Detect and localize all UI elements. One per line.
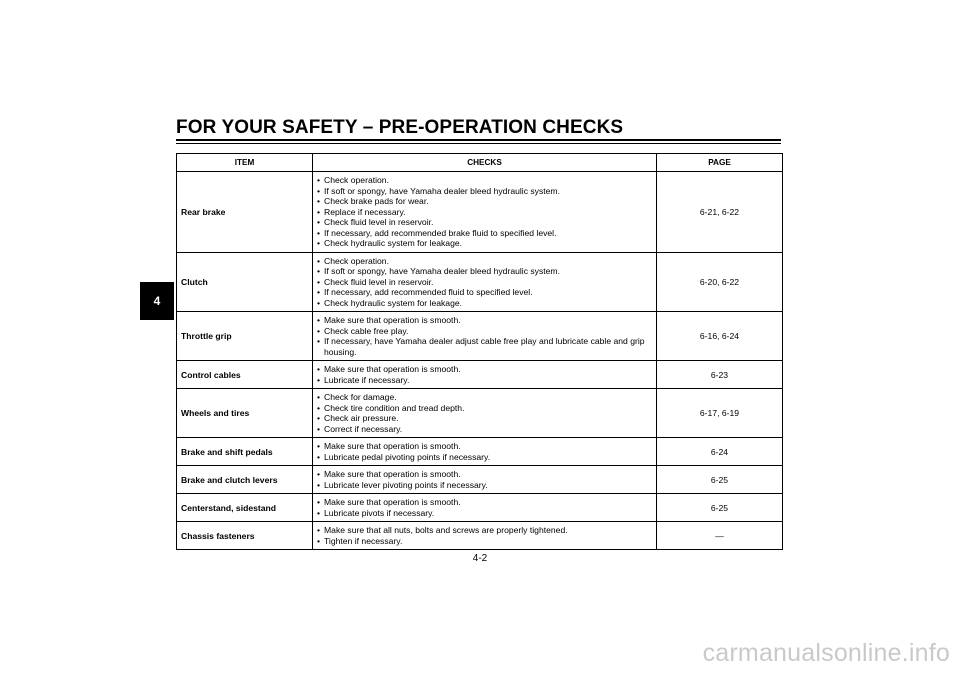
page-cell: 6-23 <box>657 361 783 389</box>
item-cell: Chassis fasteners <box>177 522 313 550</box>
check-item: • Make sure that operation is smooth. <box>317 364 652 375</box>
check-item: • If soft or spongy, have Yamaha dealer bleed hydraulic system. <box>317 266 652 277</box>
watermark: carmanualsonline.info <box>702 639 950 667</box>
check-item: • Correct if necessary. <box>317 424 652 435</box>
title-rule-thin <box>176 143 781 144</box>
check-item: • If necessary, add recommended brake fluid to specified level. <box>317 228 652 239</box>
check-item: • Check brake pads for wear. <box>317 196 652 207</box>
checks-cell <box>313 361 657 389</box>
column-header-checks: CHECKS <box>313 154 657 172</box>
page-cell: 6-16, 6-24 <box>657 312 783 361</box>
item-cell: Brake and clutch levers <box>177 466 313 494</box>
item-cell: Wheels and tires <box>177 389 313 438</box>
table-row <box>177 494 783 522</box>
check-item: • Lubricate pivots if necessary. <box>317 508 652 519</box>
check-item: • If necessary, add recommended fluid to specified level. <box>317 287 652 298</box>
check-item: • Check hydraulic system for leakage. <box>317 238 652 249</box>
page-title: FOR YOUR SAFETY – PRE-OPERATION CHECKS <box>176 117 624 138</box>
checks-list <box>317 315 652 357</box>
checks-cell <box>313 312 657 361</box>
check-item: • Replace if necessary. <box>317 207 652 218</box>
checks-list <box>317 175 652 249</box>
checks-cell <box>313 389 657 438</box>
table-row <box>177 312 783 361</box>
column-header-item: ITEM <box>177 154 313 172</box>
table-row <box>177 522 783 550</box>
column-header-page: PAGE <box>657 154 783 172</box>
check-item: • Check fluid level in reservoir. <box>317 277 652 288</box>
checks-cell <box>313 466 657 494</box>
check-item: • Check operation. <box>317 175 652 186</box>
page-cell: 6-20, 6-22 <box>657 252 783 312</box>
table-row <box>177 252 783 312</box>
check-item: • Check air pressure. <box>317 413 652 424</box>
page-cell: 6-24 <box>657 438 783 466</box>
table-row <box>177 361 783 389</box>
table-row <box>177 172 783 253</box>
title-rule-thick <box>176 139 781 141</box>
checks-list <box>317 392 652 434</box>
check-item: • Make sure that operation is smooth. <box>317 497 652 508</box>
check-item: • Make sure that operation is smooth. <box>317 441 652 452</box>
check-item: • Tighten if necessary. <box>317 536 652 547</box>
chapter-tab: 4 <box>140 282 174 320</box>
checks-list <box>317 525 652 546</box>
checks-list <box>317 256 652 309</box>
item-cell: Centerstand, sidestand <box>177 494 313 522</box>
checks-list <box>317 497 652 518</box>
check-item: • Check tire condition and tread depth. <box>317 403 652 414</box>
checks-cell <box>313 494 657 522</box>
pre-operation-checks-table <box>176 153 783 550</box>
check-item: • Check operation. <box>317 256 652 267</box>
check-item: • Check hydraulic system for leakage. <box>317 298 652 309</box>
page-number: 4-2 <box>472 553 488 564</box>
item-cell: Control cables <box>177 361 313 389</box>
checks-list <box>317 469 652 490</box>
page-cell: 6-21, 6-22 <box>657 172 783 253</box>
check-item: • If necessary, have Yamaha dealer adjust cable free play and lubricate cable and grip housing. <box>317 336 652 357</box>
check-item: • If soft or spongy, have Yamaha dealer bleed hydraulic system. <box>317 186 652 197</box>
item-cell: Rear brake <box>177 172 313 253</box>
check-item: • Check cable free play. <box>317 326 652 337</box>
check-item: • Lubricate if necessary. <box>317 375 652 386</box>
checks-list <box>317 364 652 385</box>
check-item: • Check fluid level in reservoir. <box>317 217 652 228</box>
check-item: • Check for damage. <box>317 392 652 403</box>
check-item: • Lubricate lever pivoting points if necessary. <box>317 480 652 491</box>
check-item: • Lubricate pedal pivoting points if necessary. <box>317 452 652 463</box>
page-cell: 6-25 <box>657 494 783 522</box>
check-item: • Make sure that operation is smooth. <box>317 469 652 480</box>
table-header-row <box>177 154 783 172</box>
checks-list <box>317 441 652 462</box>
item-cell: Clutch <box>177 252 313 312</box>
checks-cell <box>313 438 657 466</box>
item-cell: Throttle grip <box>177 312 313 361</box>
item-cell: Brake and shift pedals <box>177 438 313 466</box>
checks-cell <box>313 522 657 550</box>
check-item: • Make sure that all nuts, bolts and screws are properly tightened. <box>317 525 652 536</box>
checks-cell <box>313 172 657 253</box>
checks-cell <box>313 252 657 312</box>
table-row <box>177 389 783 438</box>
page-cell: — <box>657 522 783 550</box>
page-cell: 6-17, 6-19 <box>657 389 783 438</box>
check-item: • Make sure that operation is smooth. <box>317 315 652 326</box>
table-row <box>177 438 783 466</box>
page-cell: 6-25 <box>657 466 783 494</box>
table-row <box>177 466 783 494</box>
